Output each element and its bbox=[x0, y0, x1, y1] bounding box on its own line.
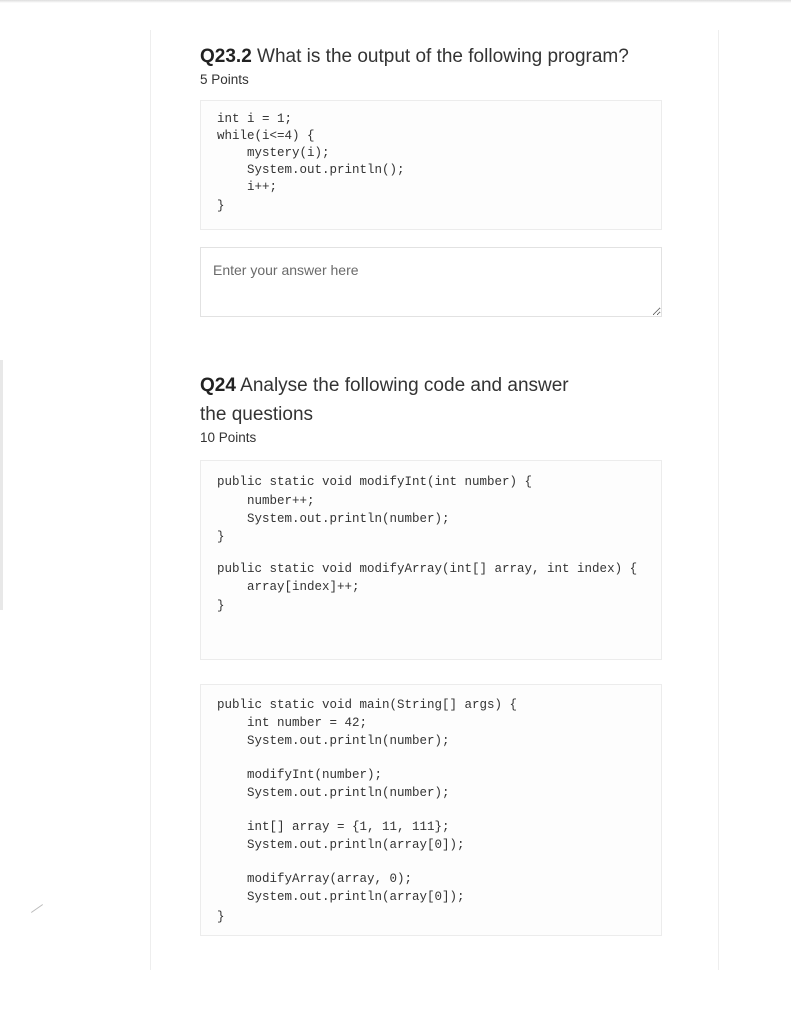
code-line: array[index]++; bbox=[217, 580, 360, 594]
question-q23-2 bbox=[200, 42, 629, 87]
code-line: System.out.println(); bbox=[217, 163, 405, 177]
question-points: 5 Points bbox=[200, 72, 249, 87]
question-title bbox=[200, 42, 629, 71]
code-line: System.out.println(number); bbox=[217, 786, 450, 800]
code-line: mystery(i); bbox=[217, 146, 330, 160]
code-block-q23-2 bbox=[200, 100, 662, 230]
code-line: int number = 42; bbox=[217, 716, 368, 730]
question-number: Q24 bbox=[200, 375, 236, 396]
code-line: modifyArray(array, 0); bbox=[217, 872, 413, 886]
code-line: System.out.println(number); bbox=[217, 734, 450, 748]
question-number: Q23.2 bbox=[200, 46, 252, 67]
code-line: } bbox=[217, 530, 225, 544]
stray-pen-mark bbox=[31, 904, 43, 913]
code-line: public static void main(String[] args) { bbox=[217, 698, 518, 712]
code-line: System.out.println(array[0]); bbox=[217, 838, 465, 852]
code-line: System.out.println(array[0]); bbox=[217, 890, 465, 904]
question-q24 bbox=[200, 371, 569, 445]
code-line: public static void modifyArray(int[] array, int index) { bbox=[217, 562, 638, 576]
answer-box bbox=[200, 247, 662, 317]
answer-input[interactable] bbox=[201, 248, 661, 316]
page-border-left bbox=[150, 30, 151, 970]
code-line: } bbox=[217, 199, 225, 213]
question-text-continued: the questions bbox=[200, 404, 314, 425]
question-title bbox=[200, 371, 569, 429]
page-border-right bbox=[718, 30, 719, 970]
code-line: System.out.println(number); bbox=[217, 512, 450, 526]
code-line: modifyInt(number); bbox=[217, 768, 383, 782]
question-text: What is the output of the following program? bbox=[257, 46, 629, 67]
code-line: } bbox=[217, 599, 225, 613]
code-line: while(i<=4) { bbox=[217, 129, 315, 143]
code-line: public static void modifyInt(int number) { bbox=[217, 475, 533, 489]
code-line: i++; bbox=[217, 180, 278, 194]
scan-edge-mark bbox=[0, 360, 3, 610]
code-line: } bbox=[217, 910, 225, 924]
code-block-main bbox=[200, 684, 662, 936]
code-block-methods bbox=[200, 460, 662, 660]
question-text: Analyse the following code and answer bbox=[240, 375, 569, 396]
question-points: 10 Points bbox=[200, 430, 257, 445]
scan-top-edge bbox=[0, 0, 791, 3]
code-line: int[] array = {1, 11, 111}; bbox=[217, 820, 450, 834]
code-line: int i = 1; bbox=[217, 112, 293, 126]
code-line: number++; bbox=[217, 494, 315, 508]
